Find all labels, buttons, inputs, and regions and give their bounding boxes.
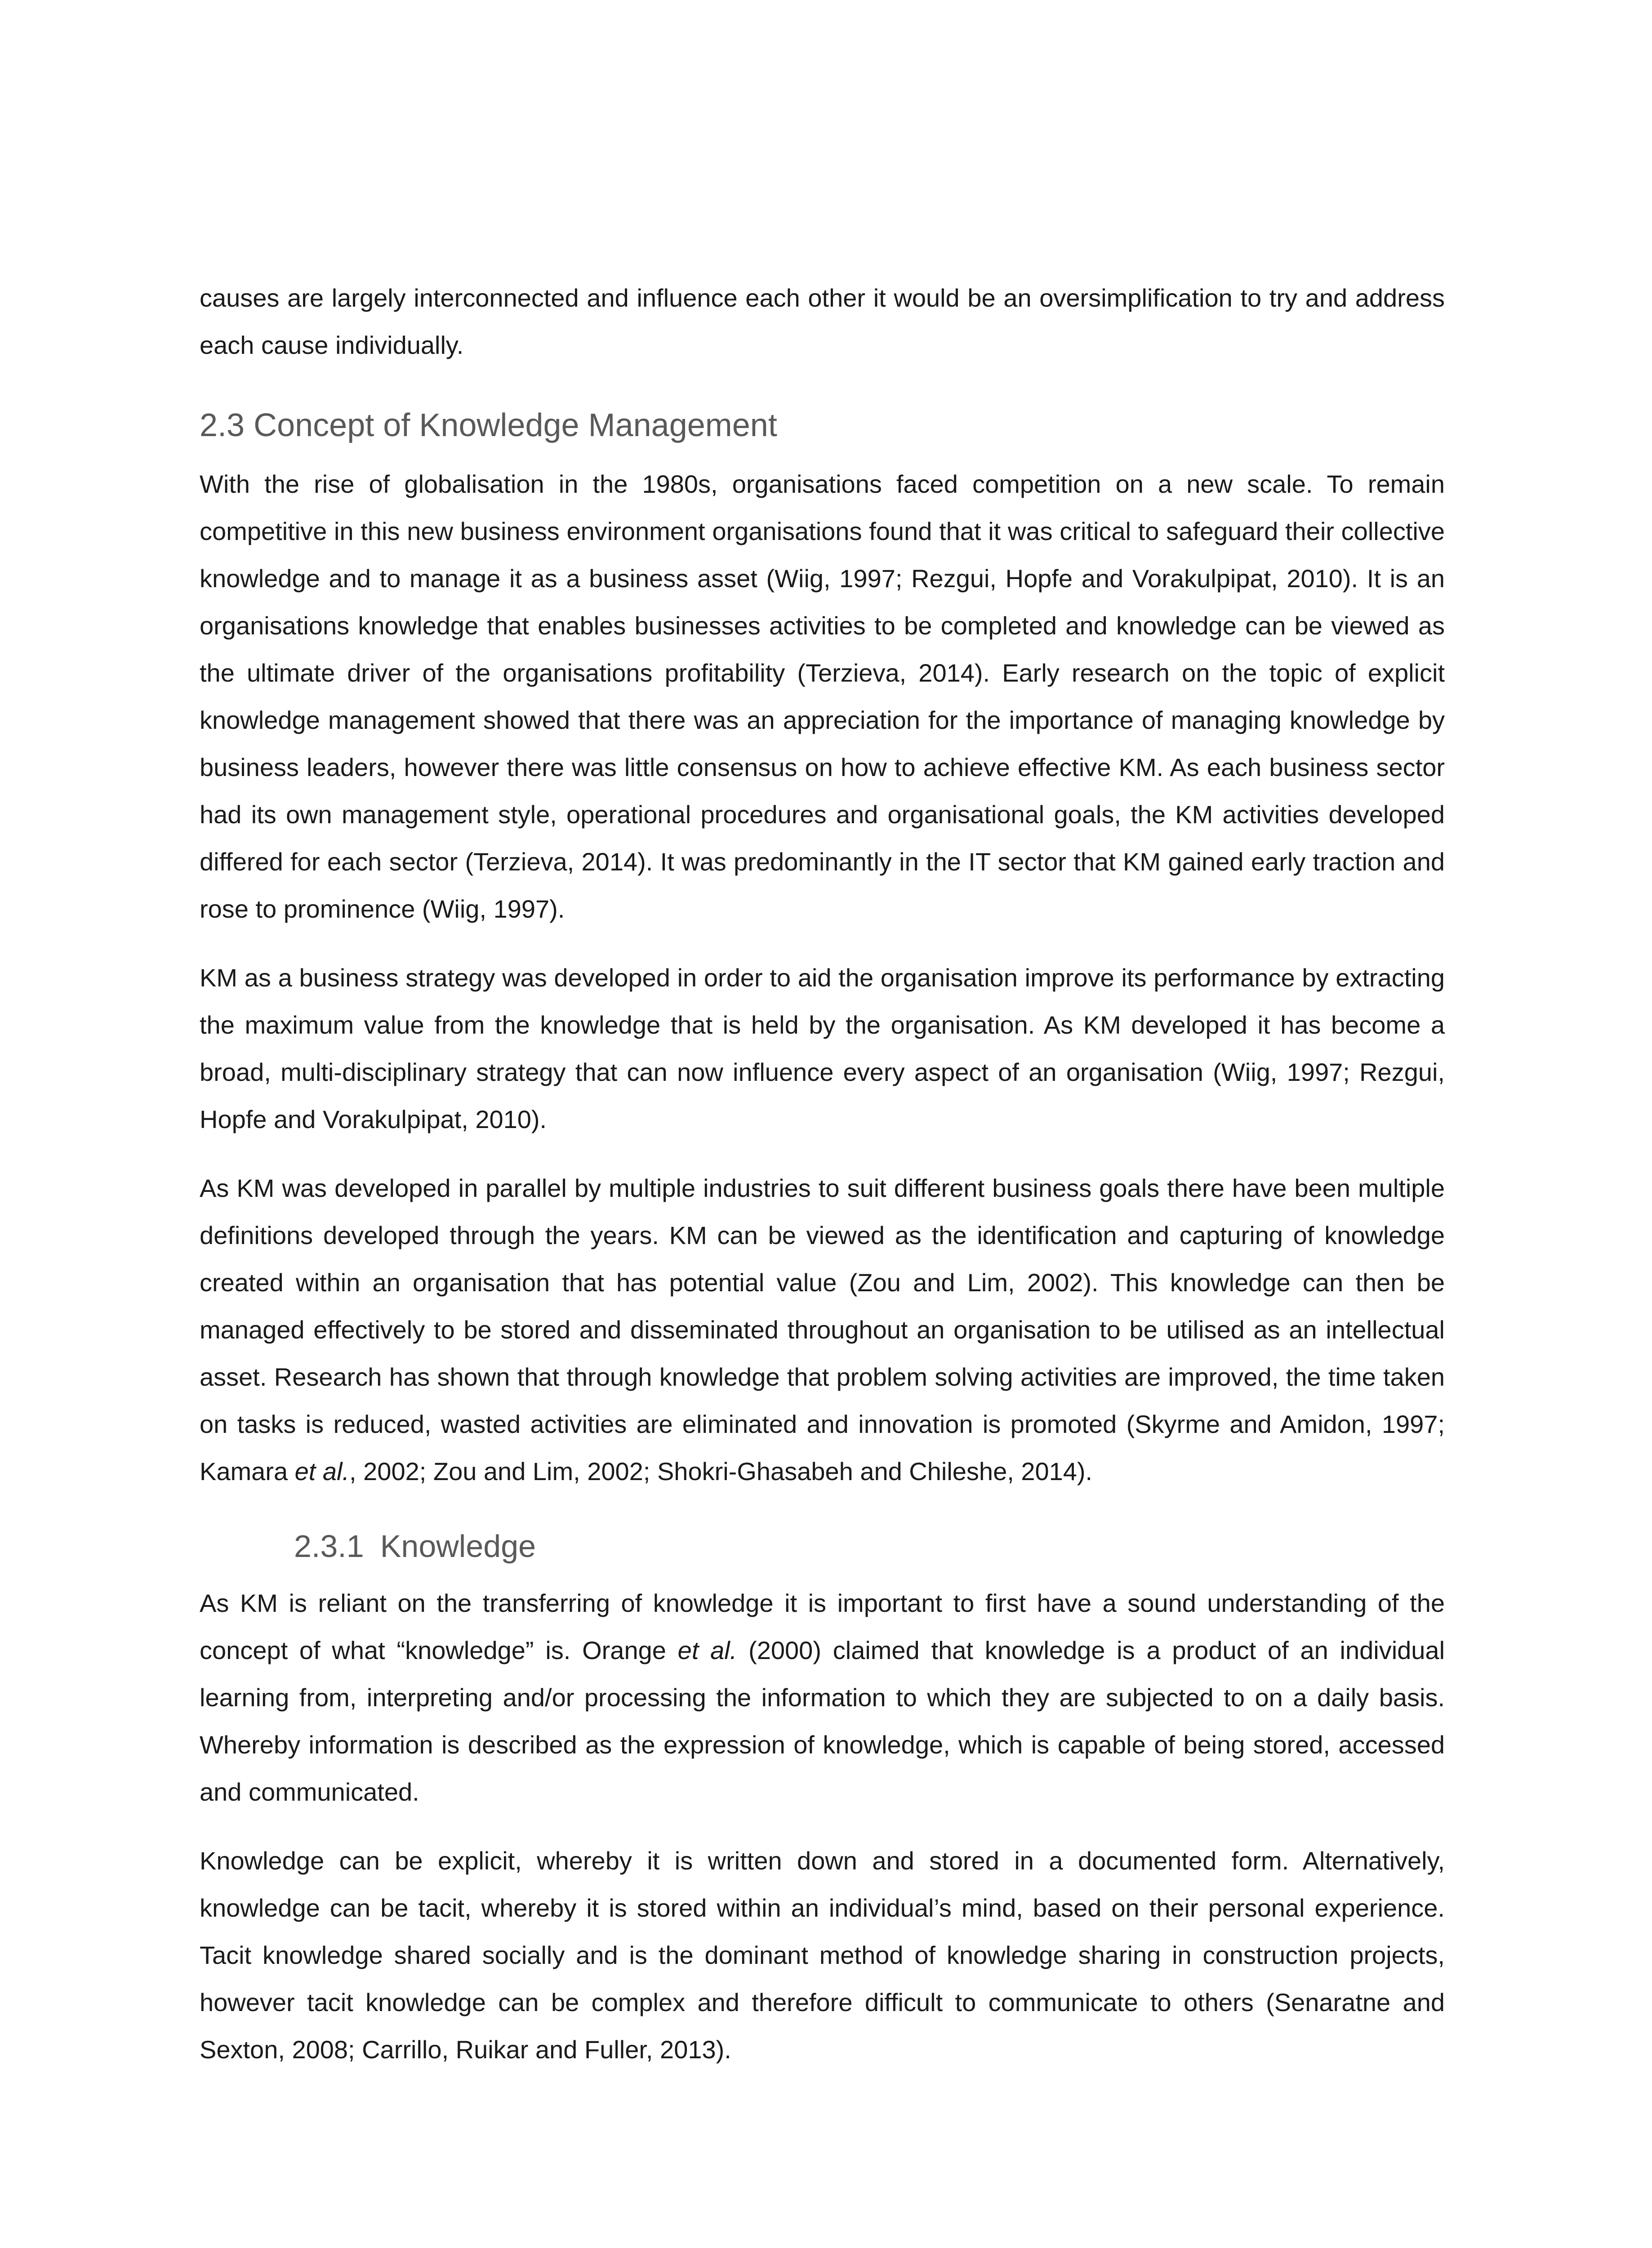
subsection-title: Knowledge [380, 1529, 536, 1564]
page-body [200, 274, 1445, 2073]
paragraph: KM as a business strategy was developed in order to aid the organisation improve its performance by extracting the maximum value from the knowledge that is held by the organisation. As KM developed it has become a broad, multi-disciplinary strategy that can now influence every aspect of an organisation (Wiig, 1997; Rezgui, Hopfe and Vorakulpipat, 2010). [200, 963, 1445, 1133]
subsection-heading [294, 1524, 1445, 1569]
italic-text: et al. [294, 1457, 350, 1485]
paragraph-continuation: causes are largely interconnected and influence each other it would be an oversimplification to try and address each cause individually. [200, 284, 1445, 359]
paragraph: Knowledge can be explicit, whereby it is written down and stored in a documented form. Alternatively, knowledge can be tacit, whereby it is stored within an individual’s mind, based on their personal experience. Tacit knowledge shared socially and is the dominant method of knowledge sharing in construction projects, however tacit knowledge can be complex and therefore difficult to communicate to others (Senaratne and Sexton, 2008; Carrillo, Ruikar and Fuller, 2013). [200, 1847, 1445, 2064]
paragraph: With the rise of globalisation in the 1980s, organisations faced competition on a new scale. To remain competitive in this new business environment organisations found that it was critical to safeguard their collective knowledge and to manage it as a business asset (Wiig, 1997; Rezgui, Hopfe and Vorakulpipat, 2010). It is an organisations knowledge that enables businesses activities to be completed and knowledge can be viewed as the ultimate driver of the organisations profitability (Terzieva, 2014). Early research on the topic of explicit knowledge management showed that there was an appreciation for the importance of managing knowledge by business leaders, however there was little consensus on how to achieve effective KM. As each business sector had its own management style, operational procedures and organisational goals, the KM activities developed differed for each sector (Terzieva, 2014). It was predominantly in the IT sector that KM gained early traction and rose to prominence (Wiig, 1997). [200, 470, 1445, 923]
paragraph [200, 1164, 1445, 1495]
subsection-number: 2.3.1 [294, 1529, 364, 1564]
paragraph-text: , 2002; Zou and Lim, 2002; Shokri-Ghasabeh and Chileshe, 2014). [349, 1457, 1093, 1485]
section-heading: 2.3 Concept of Knowledge Management [200, 407, 777, 443]
paragraph [200, 1579, 1445, 1815]
paragraph-text: As KM is reliant on the transferring of knowledge it is important to first have a sound understanding of the concept of what “knowledge” is. Orange [200, 1589, 1445, 1664]
paragraph-text: (2000) claimed that knowledge is a product of an individual learning from, interpreting and/or processing the information to which they are subjected to on a daily basis. Whereby information is described as the expression of knowledge, which is capable of being stored, accessed and communicated. [200, 1636, 1445, 1806]
paragraph-text: As KM was developed in parallel by multiple industries to suit different business goals there have been multiple definitions developed through the years. KM can be viewed as the identification and capturing of knowledge created within an organisation that has potential value (Zou and Lim, 2002). This knowledge can then be managed effectively to be stored and disseminated throughout an organisation to be utilised as an intellectual asset. Research has shown that through knowledge that problem solving activities are improved, the time taken on tasks is reduced, wasted activities are eliminated and innovation is promoted (Skyrme and Amidon, 1997; Kamara [200, 1174, 1445, 1485]
italic-text: et al. [677, 1636, 737, 1664]
